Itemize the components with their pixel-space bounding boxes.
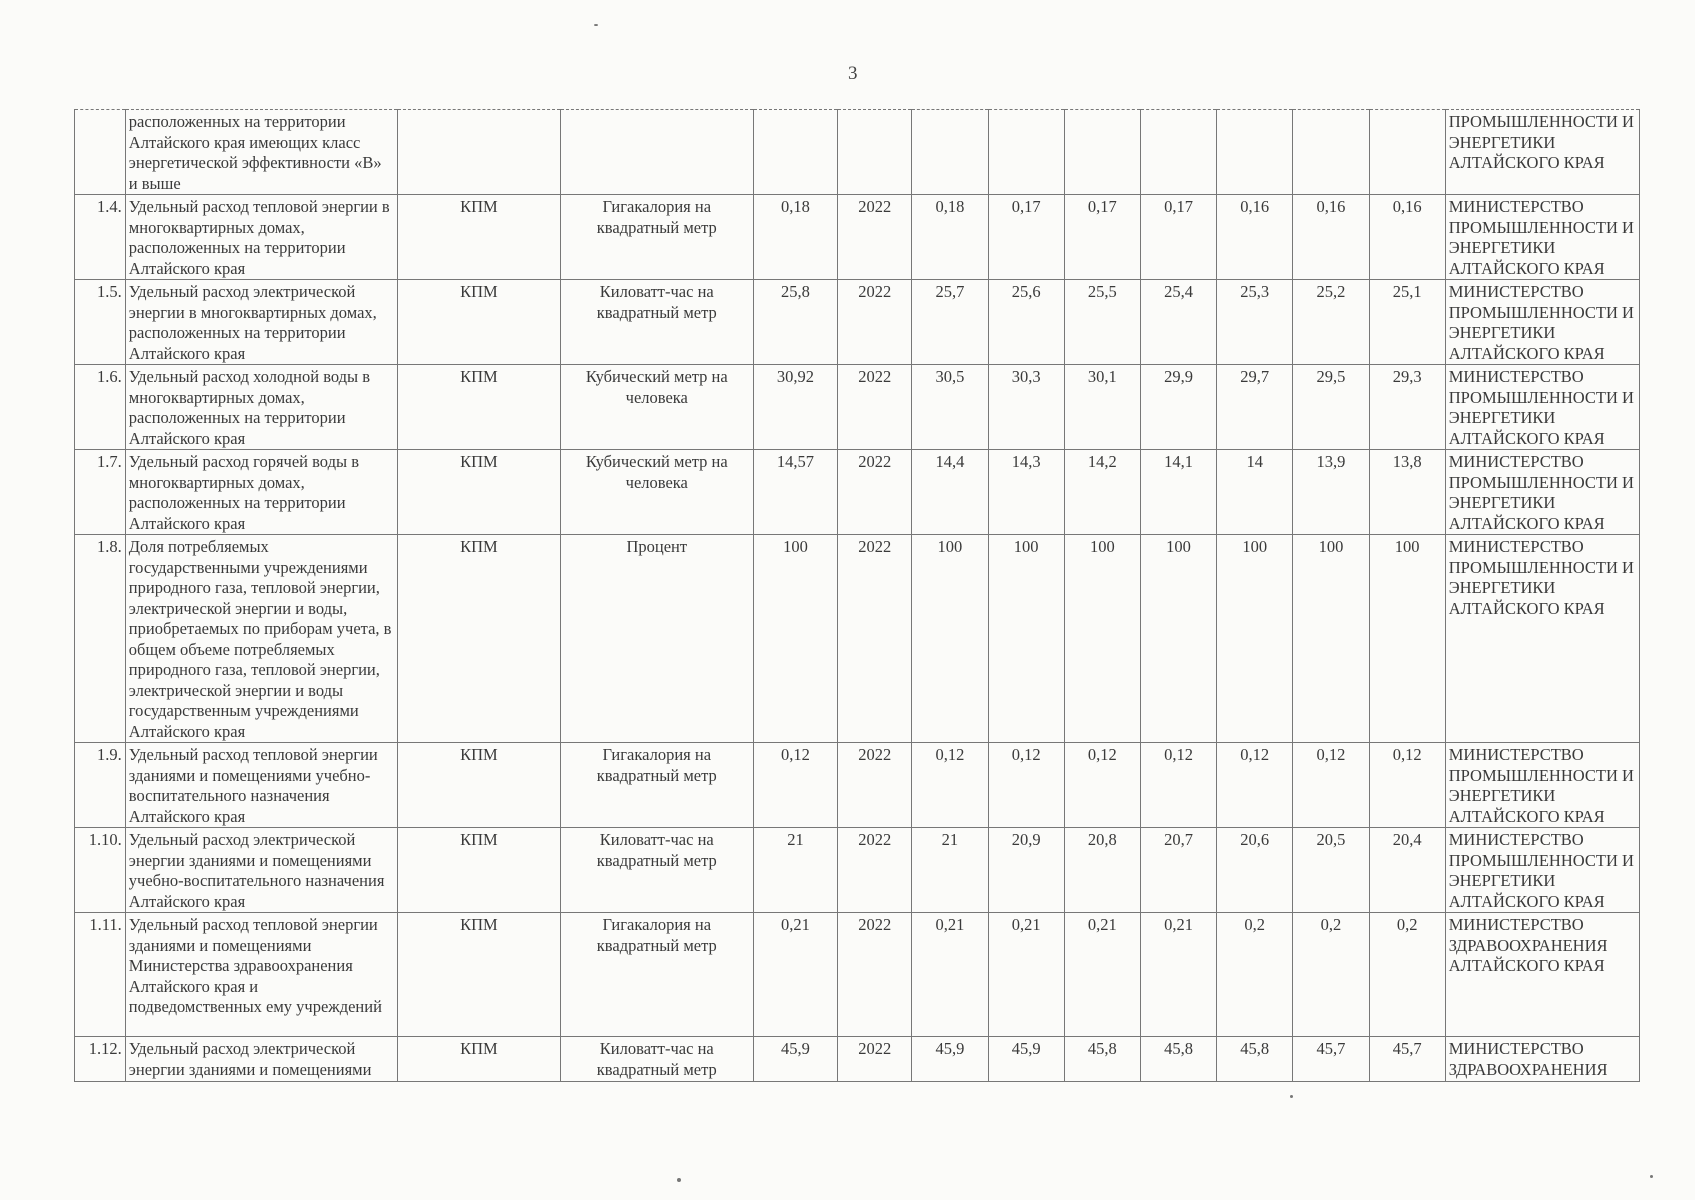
row-number-cell: 1.11.: [75, 913, 126, 1037]
target-value-cell: [1217, 110, 1293, 195]
table-row: [75, 110, 1640, 195]
base-value-cell: 21: [753, 828, 837, 913]
target-value-cell: 100: [1140, 535, 1216, 743]
indicator-name-cell: Удельный расход горячей воды в многоквартирных домах, расположенных на территории Алтайского края: [125, 450, 397, 535]
responsible-org-cell: МИНИСТЕРСТВО ПРОМЫШЛЕННОСТИ И ЭНЕРГЕТИКИ АЛТАЙСКОГО КРАЯ: [1445, 450, 1639, 535]
target-value-cell: 0,12: [1293, 743, 1369, 828]
responsible-org-cell: МИНИСТЕРСТВО ПРОМЫШЛЕННОСТИ И ЭНЕРГЕТИКИ АЛТАЙСКОГО КРАЯ: [1445, 280, 1639, 365]
base-year-cell: 2022: [838, 195, 912, 280]
target-value-cell: 100: [1217, 535, 1293, 743]
target-value-cell: 25,2: [1293, 280, 1369, 365]
target-value-cell: 0,21: [988, 913, 1064, 1037]
responsible-org-cell: МИНИСТЕРСТВО ПРОМЫШЛЕННОСТИ И ЭНЕРГЕТИКИ АЛТАЙСКОГО КРАЯ: [1445, 535, 1639, 743]
indicator-name-cell: Удельный расход электрической энергии зданиями и помещениями: [125, 1037, 397, 1082]
target-value-cell: 13,8: [1369, 450, 1445, 535]
target-value-cell: 100: [1293, 535, 1369, 743]
target-value-cell: [1293, 110, 1369, 195]
base-value-cell: [753, 110, 837, 195]
indicator-type-cell: КПМ: [398, 828, 561, 913]
base-year-cell: 2022: [838, 1037, 912, 1082]
target-value-cell: 0,12: [1217, 743, 1293, 828]
responsible-org-cell: ПРОМЫШЛЕННОСТИ И ЭНЕРГЕТИКИ АЛТАЙСКОГО КРАЯ: [1445, 110, 1639, 195]
target-value-cell: 0,17: [1064, 195, 1140, 280]
target-value-cell: 45,8: [1064, 1037, 1140, 1082]
target-value-cell: 14,1: [1140, 450, 1216, 535]
target-value-cell: 25,7: [912, 280, 988, 365]
base-year-cell: 2022: [838, 535, 912, 743]
base-year-cell: 2022: [838, 450, 912, 535]
target-value-cell: 0,21: [1140, 913, 1216, 1037]
target-value-cell: 0,12: [1140, 743, 1216, 828]
unit-cell: Кубический метр на человека: [560, 365, 753, 450]
unit-cell: Киловатт-час на квадратный метр: [560, 828, 753, 913]
row-number-cell: 1.7.: [75, 450, 126, 535]
target-value-cell: 14,3: [988, 450, 1064, 535]
target-value-cell: 0,17: [1140, 195, 1216, 280]
indicators-table: [74, 109, 1640, 1082]
target-value-cell: 0,21: [1064, 913, 1140, 1037]
indicator-type-cell: КПМ: [398, 450, 561, 535]
responsible-org-cell: МИНИСТЕРСТВО ПРОМЫШЛЕННОСТИ И ЭНЕРГЕТИКИ АЛТАЙСКОГО КРАЯ: [1445, 743, 1639, 828]
target-value-cell: 0,12: [912, 743, 988, 828]
target-value-cell: [1064, 110, 1140, 195]
target-value-cell: 14,2: [1064, 450, 1140, 535]
target-value-cell: 0,12: [1369, 743, 1445, 828]
target-value-cell: 29,5: [1293, 365, 1369, 450]
indicator-type-cell: [398, 110, 561, 195]
target-value-cell: 29,3: [1369, 365, 1445, 450]
base-year-cell: 2022: [838, 365, 912, 450]
target-value-cell: 0,12: [988, 743, 1064, 828]
unit-cell: [560, 110, 753, 195]
target-value-cell: [988, 110, 1064, 195]
target-value-cell: 0,21: [912, 913, 988, 1037]
target-value-cell: 21: [912, 828, 988, 913]
row-number-cell: 1.5.: [75, 280, 126, 365]
target-value-cell: 30,5: [912, 365, 988, 450]
row-number-cell: 1.6.: [75, 365, 126, 450]
target-value-cell: 45,7: [1293, 1037, 1369, 1082]
indicator-type-cell: КПМ: [398, 195, 561, 280]
target-value-cell: 45,8: [1217, 1037, 1293, 1082]
target-value-cell: 20,6: [1217, 828, 1293, 913]
target-value-cell: 100: [988, 535, 1064, 743]
table-row: [75, 450, 1640, 535]
base-year-cell: 2022: [838, 828, 912, 913]
target-value-cell: 25,4: [1140, 280, 1216, 365]
base-value-cell: 0,18: [753, 195, 837, 280]
responsible-org-cell: МИНИСТЕРСТВО ПРОМЫШЛЕННОСТИ И ЭНЕРГЕТИКИ АЛТАЙСКОГО КРАЯ: [1445, 195, 1639, 280]
target-value-cell: 0,2: [1369, 913, 1445, 1037]
base-year-cell: [838, 110, 912, 195]
base-value-cell: 100: [753, 535, 837, 743]
target-value-cell: 30,1: [1064, 365, 1140, 450]
responsible-org-cell: МИНИСТЕРСТВО ПРОМЫШЛЕННОСТИ И ЭНЕРГЕТИКИ АЛТАЙСКОГО КРАЯ: [1445, 828, 1639, 913]
row-number-cell: 1.10.: [75, 828, 126, 913]
target-value-cell: 25,3: [1217, 280, 1293, 365]
target-value-cell: 45,9: [988, 1037, 1064, 1082]
base-year-cell: 2022: [838, 913, 912, 1037]
indicator-type-cell: КПМ: [398, 913, 561, 1037]
target-value-cell: 25,5: [1064, 280, 1140, 365]
row-number-cell: 1.8.: [75, 535, 126, 743]
unit-cell: Киловатт-час на квадратный метр: [560, 280, 753, 365]
unit-cell: Процент: [560, 535, 753, 743]
responsible-org-cell: МИНИСТЕРСТВО ЗДРАВООХРАНЕНИЯ АЛТАЙСКОГО КРАЯ: [1445, 913, 1639, 1037]
scan-speck: [594, 24, 598, 26]
base-value-cell: 45,9: [753, 1037, 837, 1082]
target-value-cell: 14: [1217, 450, 1293, 535]
table-row: [75, 828, 1640, 913]
base-value-cell: 14,57: [753, 450, 837, 535]
target-value-cell: 0,16: [1369, 195, 1445, 280]
target-value-cell: 25,6: [988, 280, 1064, 365]
target-value-cell: 100: [1064, 535, 1140, 743]
scan-speck: [677, 1178, 681, 1182]
indicator-name-cell: Удельный расход холодной воды в многоквартирных домах, расположенных на территории Алтайского края: [125, 365, 397, 450]
page-number: 3: [848, 63, 858, 84]
target-value-cell: 100: [912, 535, 988, 743]
target-value-cell: 20,5: [1293, 828, 1369, 913]
table-row: [75, 535, 1640, 743]
table-row: [75, 195, 1640, 280]
base-value-cell: 0,21: [753, 913, 837, 1037]
target-value-cell: 14,4: [912, 450, 988, 535]
target-value-cell: 20,9: [988, 828, 1064, 913]
indicator-name-cell: Доля потребляемых государственными учреждениями природного газа, тепловой энергии, электрической энергии и воды, приобретаемых по приборам учета, в общем объеме потребляемых природного газа, тепловой энергии, электрической энергии и воды государственным учреждениями Алтайского края: [125, 535, 397, 743]
table-row: [75, 365, 1640, 450]
unit-cell: Гигакалория на квадратный метр: [560, 913, 753, 1037]
indicator-type-cell: КПМ: [398, 365, 561, 450]
target-value-cell: 45,8: [1140, 1037, 1216, 1082]
indicator-type-cell: КПМ: [398, 280, 561, 365]
target-value-cell: 100: [1369, 535, 1445, 743]
indicator-name-cell: Удельный расход тепловой энергии в многоквартирных домах, расположенных на территории Алтайского края: [125, 195, 397, 280]
target-value-cell: 20,7: [1140, 828, 1216, 913]
target-value-cell: 20,8: [1064, 828, 1140, 913]
responsible-org-cell: МИНИСТЕРСТВО ПРОМЫШЛЕННОСТИ И ЭНЕРГЕТИКИ АЛТАЙСКОГО КРАЯ: [1445, 365, 1639, 450]
base-value-cell: 25,8: [753, 280, 837, 365]
target-value-cell: 29,9: [1140, 365, 1216, 450]
table-row: [75, 913, 1640, 1037]
indicator-name-cell: Удельный расход тепловой энергии зданиями и помещениями учебно-воспитательного назначения Алтайского края: [125, 743, 397, 828]
table-row: [75, 743, 1640, 828]
base-value-cell: 0,12: [753, 743, 837, 828]
target-value-cell: 29,7: [1217, 365, 1293, 450]
indicator-name-cell: расположенных на территории Алтайского края имеющих класс энергетической эффективности «В» и выше: [125, 110, 397, 195]
row-number-cell: 1.4.: [75, 195, 126, 280]
target-value-cell: 20,4: [1369, 828, 1445, 913]
indicator-name-cell: Удельный расход тепловой энергии зданиями и помещениями Министерства здравоохранения Алтайского края и подведомственных ему учреждений: [125, 913, 397, 1037]
row-number-cell: 1.9.: [75, 743, 126, 828]
indicator-type-cell: КПМ: [398, 743, 561, 828]
target-value-cell: 25,1: [1369, 280, 1445, 365]
target-value-cell: 13,9: [1293, 450, 1369, 535]
target-value-cell: 0,16: [1293, 195, 1369, 280]
base-value-cell: 30,92: [753, 365, 837, 450]
target-value-cell: [1140, 110, 1216, 195]
base-year-cell: 2022: [838, 743, 912, 828]
table-row: [75, 280, 1640, 365]
target-value-cell: 0,2: [1217, 913, 1293, 1037]
indicator-name-cell: Удельный расход электрической энергии зданиями и помещениями учебно-воспитательного назначения Алтайского края: [125, 828, 397, 913]
unit-cell: Киловатт-час на квадратный метр: [560, 1037, 753, 1082]
target-value-cell: 0,2: [1293, 913, 1369, 1037]
target-value-cell: 0,18: [912, 195, 988, 280]
target-value-cell: 30,3: [988, 365, 1064, 450]
target-value-cell: 0,16: [1217, 195, 1293, 280]
scan-speck: [1650, 1175, 1653, 1178]
target-value-cell: 45,9: [912, 1037, 988, 1082]
target-value-cell: [912, 110, 988, 195]
target-value-cell: 0,17: [988, 195, 1064, 280]
unit-cell: Гигакалория на квадратный метр: [560, 743, 753, 828]
indicator-name-cell: Удельный расход электрической энергии в многоквартирных домах, расположенных на территории Алтайского края: [125, 280, 397, 365]
target-value-cell: 45,7: [1369, 1037, 1445, 1082]
indicator-type-cell: КПМ: [398, 1037, 561, 1082]
target-value-cell: 0,12: [1064, 743, 1140, 828]
indicator-type-cell: КПМ: [398, 535, 561, 743]
unit-cell: Кубический метр на человека: [560, 450, 753, 535]
unit-cell: Гигакалория на квадратный метр: [560, 195, 753, 280]
scan-speck: [1290, 1095, 1293, 1098]
row-number-cell: 1.12.: [75, 1037, 126, 1082]
responsible-org-cell: МИНИСТЕРСТВО ЗДРАВООХРАНЕНИЯ: [1445, 1037, 1639, 1082]
target-value-cell: [1369, 110, 1445, 195]
row-number-cell: [75, 110, 126, 195]
table-row: [75, 1037, 1640, 1082]
base-year-cell: 2022: [838, 280, 912, 365]
